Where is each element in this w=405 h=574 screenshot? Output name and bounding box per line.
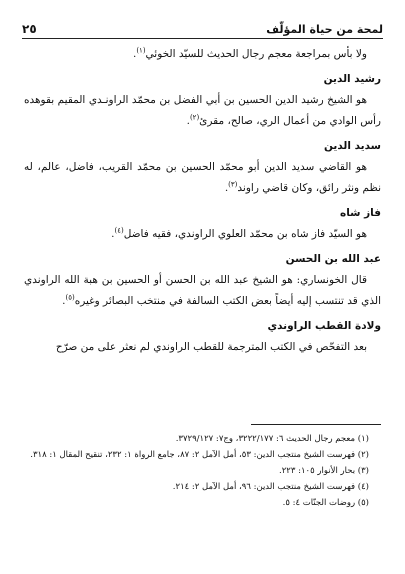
section-heading: فاز شاه — [340, 207, 381, 219]
paragraph-text: هو القاضي سديد الدين أبو محمّد الحسين بن محمّد القريب، فاضل، عالم، له نظم ونثر رائق، وكان قاضي راوند — [24, 161, 381, 194]
paragraph — [24, 224, 381, 245]
footnote-item: (٣) بحار الأنوار ١٠٥: ٢٢٣. — [279, 466, 369, 476]
footnotes — [24, 431, 381, 511]
footnote-marker[interactable]: (٥) — [65, 293, 75, 302]
paragraph-text: ولا بأس بمراجعة معجم رجال الحديث للسيّد الخوئي — [145, 48, 367, 60]
paragraph-end: . — [111, 228, 115, 240]
footnote-item: (٢) فهرست الشيخ منتجب الدين: ٥٣، أمل الآمل ٢: ٨٧، جامع الرواة ١: ٢٣٢، تنقيح المقال ١: ٣١٨. — [30, 450, 369, 460]
footnote-marker[interactable]: (٤) — [114, 226, 124, 235]
paragraph — [24, 337, 381, 358]
paragraph — [24, 270, 381, 312]
page-number: ٢٥ — [22, 22, 37, 36]
paragraph-text: هو الشيخ رشيد الدين الحسين بن أبي الفضل بن محمّد الراونـدي المقيم بقوهده رأس الوادي من أعمال الري، صالح، مقرئ — [24, 94, 381, 127]
section-heading: ولادة القطب الراوندي — [267, 320, 381, 332]
footnote-separator — [251, 424, 381, 425]
paragraph-end: . — [224, 182, 229, 194]
section-heading: سديد الدين — [323, 140, 381, 152]
running-title: لمحة من حياة المؤلّف — [266, 23, 383, 36]
main-text — [24, 44, 381, 358]
paragraph — [24, 44, 381, 65]
paragraph-end: . — [132, 48, 137, 60]
paragraph-text: بعد التفحّص في الكتب المترجمة للقطب الراوندي لم نعثر على من صرّح — [55, 341, 367, 353]
paragraph-end: . — [62, 295, 66, 307]
footnote-marker[interactable]: (١) — [136, 46, 146, 55]
section-heading: رشيد الدين — [323, 73, 381, 85]
paragraph — [24, 157, 381, 199]
paragraph-text: هو السيّد فاز شاه بن محمّد العلوي الراوندي، فقيه فاضل — [123, 228, 367, 240]
running-header — [22, 18, 383, 39]
paragraph-end: . — [186, 115, 190, 127]
paragraph — [24, 90, 381, 132]
footnote-item: (١) معجم رجال الحديث ٦: ٣٢٢٢/١٧٧، وج٧: ٣٧٢٩/١٢٧. — [175, 434, 369, 444]
section-heading: عبد الله بن الحسن — [285, 253, 381, 265]
footnote-marker[interactable]: (٢) — [189, 113, 200, 122]
footnote-item: (٤) فهرست الشيخ منتجب الدين: ٩٦، أمل الآمل ٢: ٢١٤. — [172, 482, 369, 492]
footnote-marker[interactable]: (٣) — [228, 180, 238, 189]
footnote-item: (٥) روضات الجنّات ٤: ٥. — [282, 498, 369, 508]
paragraph-text: قال الخونساري: هو الشيخ عبد الله بن الحسن أو الحسين بن هبة الله الراوندي الذي قد تنتسب إليه أيضاً بعض الكتب السالفة في منتخب البصائر وغيره — [24, 274, 381, 307]
